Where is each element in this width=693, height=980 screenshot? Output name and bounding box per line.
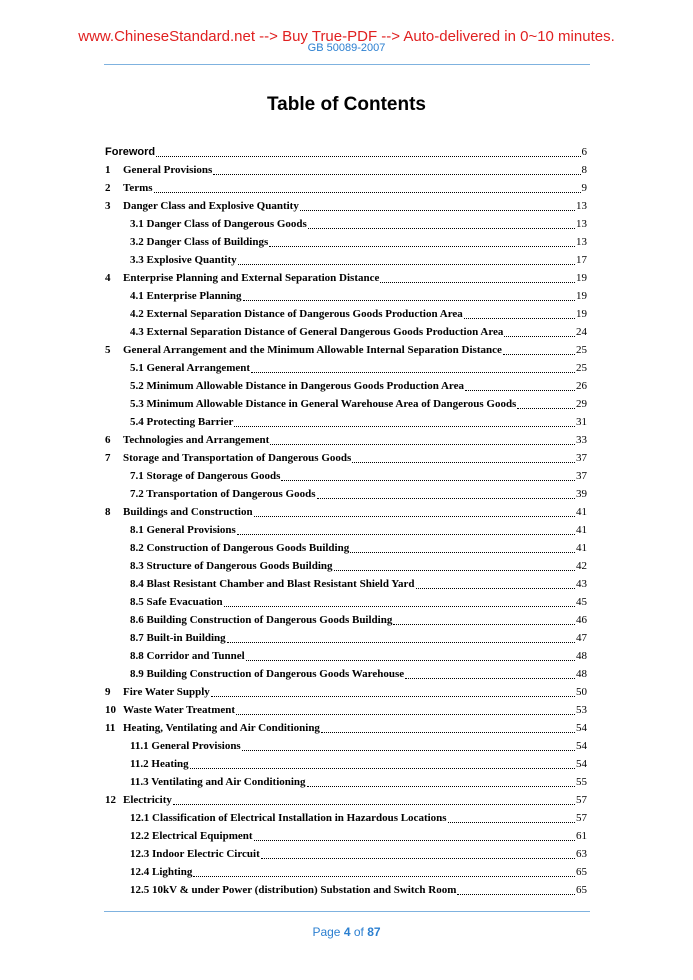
toc-entry-title: 8.8 Corridor and Tunnel: [130, 650, 245, 662]
total-pages: 87: [367, 925, 381, 939]
toc-entry[interactable]: [105, 647, 587, 665]
toc-leader-dots: [251, 371, 575, 373]
toc-leader-dots: [211, 695, 575, 697]
toc-entry-title: 8.9 Building Construction of Dangerous Goods Warehouse: [130, 668, 405, 680]
current-page: 4: [343, 925, 351, 939]
toc-entry[interactable]: [105, 863, 587, 881]
toc-entry[interactable]: [105, 377, 587, 395]
toc-entry-page: 33: [576, 434, 587, 446]
toc-leader-dots: [213, 173, 580, 175]
toc-entry-title: 8.3 Structure of Dangerous Goods Building: [130, 560, 333, 572]
toc-leader-dots: [300, 209, 575, 211]
toc-entry-page: 50: [576, 686, 587, 698]
toc-entry-title: 5.4 Protecting Barrier: [130, 416, 234, 428]
toc-entry-title: 4.3 External Separation Distance of General Dangerous Goods Production Area: [130, 326, 504, 338]
toc-entry-page: 17: [576, 254, 587, 266]
toc-entry[interactable]: [105, 593, 587, 611]
toc-entry[interactable]: [105, 467, 587, 485]
toc-entry-title: 4.1 Enterprise Planning: [130, 290, 242, 302]
toc-entry[interactable]: [105, 233, 587, 251]
toc-leader-dots: [254, 839, 575, 841]
toc-entry-page: 42: [576, 560, 587, 572]
toc-entry-page: 24: [576, 326, 587, 338]
toc-entry[interactable]: [105, 395, 587, 413]
toc-entry-page: 43: [576, 578, 587, 590]
toc-entry-number: 2: [105, 182, 111, 194]
toc-entry[interactable]: [105, 701, 587, 719]
toc-entry-page: 47: [576, 632, 587, 644]
toc-entry-title: Electricity: [123, 794, 172, 806]
toc-entry-page: 25: [576, 344, 587, 356]
toc-entry-number: 6: [105, 434, 111, 446]
toc-leader-dots: [238, 263, 575, 265]
toc-entry-title: Heating, Ventilating and Air Conditioning: [123, 722, 320, 734]
toc-entry-title: General Provisions: [123, 164, 213, 176]
toc-entry-title: Buildings and Construction: [123, 506, 253, 518]
toc-entry-page: 41: [576, 542, 587, 554]
toc-entry-title: 12.3 Indoor Electric Circuit: [130, 848, 260, 860]
toc-entry-page: 41: [576, 506, 587, 518]
toc-entry-title: 7.2 Transportation of Dangerous Goods: [130, 488, 316, 500]
toc-entry[interactable]: [105, 557, 587, 575]
toc-leader-dots: [281, 479, 575, 481]
toc-entry-page: 31: [576, 416, 587, 428]
toc-entry-title: 8.7 Built-in Building: [130, 632, 226, 644]
page-title: Table of Contents: [266, 94, 427, 115]
toc-entry[interactable]: [105, 773, 587, 791]
toc-entry[interactable]: [105, 791, 587, 809]
toc-entry-page: 26: [576, 380, 587, 392]
toc-entry[interactable]: [105, 197, 587, 215]
toc-entry-number: 8: [105, 506, 111, 518]
toc-leader-dots: [393, 623, 575, 625]
toc-entry[interactable]: [105, 881, 587, 899]
toc-entry-page: 37: [576, 470, 587, 482]
toc-entry-page: 13: [576, 236, 587, 248]
toc-entry-page: 54: [576, 740, 587, 752]
toc-entry-number: 1: [105, 164, 111, 176]
toc-leader-dots: [350, 551, 575, 553]
toc-entry-number: 5: [105, 344, 111, 356]
toc-entry-title: Terms: [123, 182, 153, 194]
toc-entry-page: 65: [576, 884, 587, 896]
toc-entry-title: Waste Water Treatment: [123, 704, 236, 716]
toc-entry-page: 13: [576, 218, 587, 230]
toc-leader-dots: [269, 245, 575, 247]
toc-leader-dots: [237, 533, 575, 535]
toc-leader-dots: [334, 569, 575, 571]
toc-entry-title: 8.1 General Provisions: [130, 524, 236, 536]
toc-entry[interactable]: [105, 575, 587, 593]
toc-entry[interactable]: [105, 629, 587, 647]
toc-entry-page: 57: [576, 812, 587, 824]
standard-number: GB 50089-2007: [307, 42, 386, 54]
toc-leader-dots: [380, 281, 575, 283]
toc-entry-page: 48: [576, 650, 587, 662]
page-indicator: Page 4 of 87: [312, 925, 381, 939]
toc-entry[interactable]: [105, 503, 587, 521]
toc-entry-page: 46: [576, 614, 587, 626]
toc-leader-dots: [154, 191, 581, 193]
toc-entry-page: 6: [581, 146, 587, 158]
toc-entry-page: 54: [576, 758, 587, 770]
toc-entry-title: 7.1 Storage of Dangerous Goods: [130, 470, 281, 482]
toc-leader-dots: [227, 641, 575, 643]
toc-entry-page: 53: [576, 704, 587, 716]
toc-entry-title: Fire Water Supply: [123, 686, 210, 698]
toc-leader-dots: [416, 587, 575, 589]
toc-entry-title: 3.2 Danger Class of Buildings: [130, 236, 269, 248]
toc-entry-title: 3.3 Explosive Quantity: [130, 254, 237, 266]
toc-entry-number: 11: [105, 722, 116, 734]
toc-leader-dots: [246, 659, 575, 661]
toc-entry-title: 8.6 Building Construction of Dangerous Goods Building: [130, 614, 393, 626]
toc-entry-page: 8: [581, 164, 587, 176]
toc-entry[interactable]: [105, 143, 587, 161]
table-of-contents: [105, 143, 587, 899]
toc-entry-page: 65: [576, 866, 587, 878]
toc-entry-page: 54: [576, 722, 587, 734]
toc-leader-dots: [242, 749, 575, 751]
toc-entry-title: 8.4 Blast Resistant Chamber and Blast Resistant Shield Yard: [130, 578, 415, 590]
toc-entry-page: 61: [576, 830, 587, 842]
toc-entry-page: 63: [576, 848, 587, 860]
toc-entry-title: 5.1 General Arrangement: [130, 362, 251, 374]
toc-entry[interactable]: [105, 251, 587, 269]
toc-entry[interactable]: [105, 485, 587, 503]
toc-entry-page: 19: [576, 290, 587, 302]
toc-leader-dots: [464, 317, 575, 319]
toc-entry[interactable]: [105, 323, 587, 341]
toc-entry[interactable]: [105, 413, 587, 431]
toc-entry-title: 8.5 Safe Evacuation: [130, 596, 223, 608]
toc-entry[interactable]: [105, 845, 587, 863]
toc-entry-page: 57: [576, 794, 587, 806]
toc-entry-title: 11.1 General Provisions: [130, 740, 241, 752]
toc-entry-title: 12.4 Lighting: [130, 866, 193, 878]
toc-entry-title: Foreword: [105, 146, 156, 158]
toc-entry-page: 45: [576, 596, 587, 608]
toc-entry[interactable]: [105, 755, 587, 773]
toc-leader-dots: [448, 821, 575, 823]
toc-entry-page: 9: [581, 182, 587, 194]
toc-leader-dots: [243, 299, 575, 301]
toc-entry-title: General Arrangement and the Minimum Allowable Internal Separation Distance: [123, 344, 502, 356]
toc-entry-page: 25: [576, 362, 587, 374]
toc-entry-page: 19: [576, 272, 587, 284]
toc-leader-dots: [321, 731, 575, 733]
toc-entry[interactable]: [105, 287, 587, 305]
toc-entry-title: 11.3 Ventilating and Air Conditioning: [130, 776, 306, 788]
toc-entry[interactable]: [105, 683, 587, 701]
toc-entry-title: Storage and Transportation of Dangerous Goods: [123, 452, 352, 464]
toc-entry-page: 19: [576, 308, 587, 320]
toc-entry-title: 5.3 Minimum Allowable Distance in General Warehouse Area of Dangerous Goods: [130, 398, 517, 410]
toc-entry-page: 55: [576, 776, 587, 788]
toc-entry[interactable]: [105, 449, 587, 467]
toc-leader-dots: [465, 389, 575, 391]
toc-entry[interactable]: [105, 809, 587, 827]
toc-entry-number: 12: [105, 794, 116, 806]
toc-entry[interactable]: [105, 611, 587, 629]
toc-entry-title: 5.2 Minimum Allowable Distance in Dangerous Goods Production Area: [130, 380, 464, 392]
toc-entry-page: 37: [576, 452, 587, 464]
toc-entry-title: Danger Class and Explosive Quantity: [123, 200, 299, 212]
toc-leader-dots: [193, 875, 575, 877]
toc-entry-number: 4: [105, 272, 111, 284]
toc-leader-dots: [254, 515, 575, 517]
toc-entry-title: 12.2 Electrical Equipment: [130, 830, 253, 842]
toc-entry[interactable]: [105, 305, 587, 323]
toc-entry-title: 12.5 10kV & under Power (distribution) Substation and Switch Room: [130, 884, 457, 896]
toc-entry[interactable]: [105, 179, 587, 197]
toc-entry-page: 39: [576, 488, 587, 500]
toc-leader-dots: [270, 443, 575, 445]
toc-entry-number: 7: [105, 452, 111, 464]
toc-leader-dots: [317, 497, 576, 499]
toc-entry-number: 3: [105, 200, 111, 212]
toc-leader-dots: [308, 227, 575, 229]
toc-leader-dots: [156, 155, 580, 157]
toc-entry-title: 4.2 External Separation Distance of Dangerous Goods Production Area: [130, 308, 463, 320]
toc-leader-dots: [307, 785, 575, 787]
promo-banner-link[interactable]: www.ChineseStandard.net --> Buy True-PDF --> Auto-delivered in 0~10 minutes.: [78, 28, 615, 45]
toc-entry[interactable]: [105, 431, 587, 449]
toc-entry[interactable]: [105, 719, 587, 737]
toc-leader-dots: [405, 677, 575, 679]
toc-entry[interactable]: [105, 359, 587, 377]
toc-entry-number: 10: [105, 704, 116, 716]
toc-entry-number: 9: [105, 686, 111, 698]
toc-entry[interactable]: [105, 161, 587, 179]
toc-entry-page: 41: [576, 524, 587, 536]
toc-entry-page: 48: [576, 668, 587, 680]
toc-entry[interactable]: [105, 521, 587, 539]
toc-leader-dots: [236, 713, 575, 715]
toc-entry-title: 11.2 Heating: [130, 758, 189, 770]
toc-entry-page: 29: [576, 398, 587, 410]
toc-leader-dots: [503, 353, 575, 355]
toc-entry-title: Technologies and Arrangement: [123, 434, 270, 446]
toc-leader-dots: [457, 893, 575, 895]
footer-divider: [104, 911, 590, 912]
header-divider: [104, 64, 590, 65]
toc-entry-title: 8.2 Construction of Dangerous Goods Building: [130, 542, 350, 554]
toc-entry-page: 13: [576, 200, 587, 212]
toc-leader-dots: [190, 767, 575, 769]
toc-entry[interactable]: [105, 539, 587, 557]
toc-entry[interactable]: [105, 737, 587, 755]
toc-leader-dots: [234, 425, 575, 427]
toc-leader-dots: [224, 605, 575, 607]
toc-entry[interactable]: [105, 215, 587, 233]
toc-entry-title: Enterprise Planning and External Separation Distance: [123, 272, 380, 284]
toc-entry-title: 3.1 Danger Class of Dangerous Goods: [130, 218, 307, 230]
toc-entry[interactable]: [105, 269, 587, 287]
toc-entry-title: 12.1 Classification of Electrical Installation in Hazardous Locations: [130, 812, 447, 824]
toc-entry[interactable]: [105, 827, 587, 845]
toc-leader-dots: [504, 335, 575, 337]
toc-entry[interactable]: [105, 665, 587, 683]
toc-leader-dots: [352, 461, 575, 463]
toc-leader-dots: [261, 857, 575, 859]
toc-leader-dots: [517, 407, 575, 409]
toc-entry[interactable]: [105, 341, 587, 359]
toc-leader-dots: [173, 803, 575, 805]
